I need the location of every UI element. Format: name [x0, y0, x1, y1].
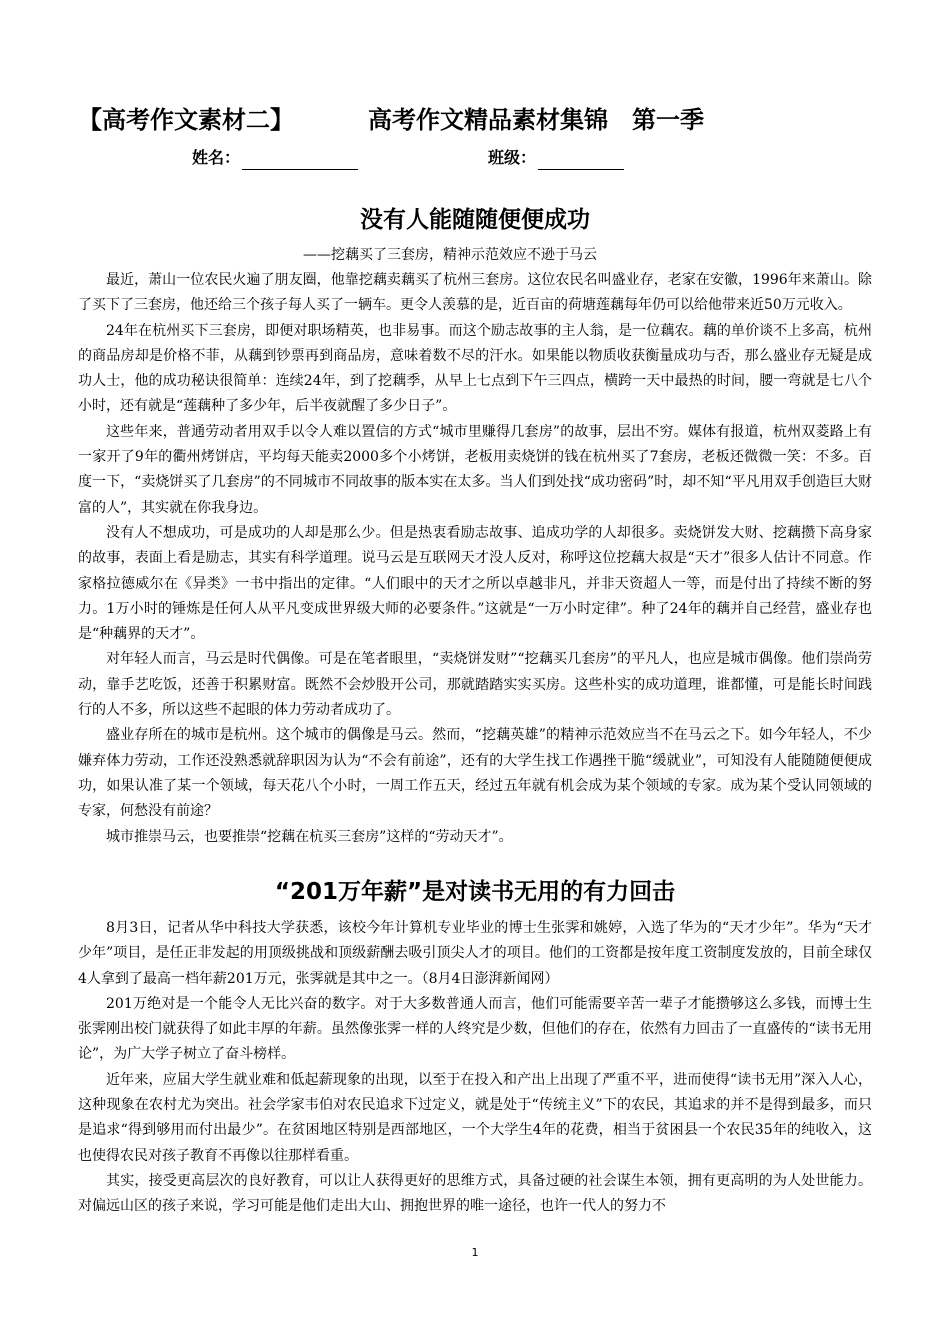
article-1-body	[78, 268, 872, 850]
page-number: 1	[471, 1246, 479, 1259]
paragraph: 其实，接受更高层次的良好教育，可以让人获得更好的思维方式，具备过硬的社会谋生本领，拥有更高明的为人处世能力。对偏远山区的孩子来说，学习可能是他们走出大山、拥抱世界的唯一途径，也许一代人的努力不	[78, 1172, 872, 1215]
paragraph: 201万绝对是一个能令人无比兴奋的数字。对于大多数普通人而言，他们可能需要辛苦一辈子才能攒够这么多钱，而博士生张霁刚出校门就获得了如此丰厚的年薪。虽然像张霁一样的人终究是少数，但他们的存在，依然有力回击了一直盛传的“读书无用论”，为广大学子树立了奋斗榜样。	[78, 995, 872, 1063]
article-1-title: 没有人能随随便便成功	[360, 207, 590, 233]
class-label: 班级：	[488, 148, 537, 167]
paragraph: 近年来，应届大学生就业难和低起薪现象的出现，以至于在投入和产出上出现了严重不平，进而使得“读书无用”深入人心，这种现象在农村尤为突出。社会学家韦伯对农民追求下过定义，就是处于“传统主义”下的农民，其追求的并不是得到最多，而只是追求“得到够用而付出最少”。在贫困地区特别是西部地区，一个大学生4年的花费，相当于贫困县一个农民35年的纯收入，这也使得农民对孩子教育不再像以往那样看重。	[78, 1071, 872, 1164]
article-2-body	[78, 916, 872, 1220]
class-blank[interactable]	[538, 151, 624, 170]
article-1-subtitle: ——挖藕买了三套房，精神示范效应不逊于马云	[303, 247, 597, 263]
paragraph: 城市推崇马云，也要推崇“挖藕在杭买三套房”这样的“劳动天才”。	[106, 828, 513, 845]
paragraph: 盛业存所在的城市是杭州。这个城市的偶像是马云。然而，“挖藕英雄”的精神示范效应当不在马云之下。如今年轻人，不少嫌弃体力劳动，工作还没熟悉就辞职因为认为“不会有前途”，还有的大学生找工作遇挫干脆“缓就业”，可知没有人能随随便便成功，如果认准了某一个领域，每天花八个小时，一周工作五天，经过五年就有机会成为某个领域的专家。成为某个受认同领域的专家，何愁没有前途？	[78, 727, 872, 820]
header-tag: 【高考作文素材二】	[78, 106, 294, 134]
paragraph: 最近，萧山一位农民火遍了朋友圈，他靠挖藕卖藕买了杭州三套房。这位农民名叫盛业存，老家在安徽，1996年来萧山。除了买下了三套房，他还给三个孩子每人买了一辆车。更令人羡慕的是，近百亩的荷塘莲藕每年仍可以给他带来近50万元收入。	[78, 272, 872, 314]
name-blank[interactable]	[242, 151, 358, 170]
article-2-title: “201万年薪”是对读书无用的有力回击	[274, 879, 676, 905]
paragraph: 8月3日，记者从华中科技大学获悉，该校今年计算机专业毕业的博士生张霁和姚婷，入选了华为的“天才少年”。华为“天才少年”项目，是任正非发起的用顶级挑战和顶级薪酬去吸引顶尖人才的项目。他们的工资都是按年度工资制度发放的，目前全球仅4人拿到了最高一档年薪201万元，张霁就是其中之一。（8月4日澎湃新闻网）	[78, 920, 872, 987]
paragraph: 没有人不想成功，可是成功的人却是那么少。但是热衷看励志故事、追成功学的人却很多。卖烧饼发大财、挖藕攒下高身家的故事，表面上看是励志，其实有科学道理。说马云是互联网天才没人反对，称呼这位挖藕大叔是“天才”很多人估计不同意。作家格拉德威尔在《异类》一书中指出的定律。“人们眼中的天才之所以卓越非凡，并非天资超人一等，而是付出了持续不断的努力。1万小时的锤炼是任何人从平凡变成世界级大师的必要条件。”这就是“一万小时定律”。种了24年的藕并自己经营，盛业存也是“种藕界的天才”。	[78, 524, 872, 643]
name-field[interactable]	[192, 146, 358, 170]
class-field[interactable]	[488, 146, 624, 170]
document-header	[78, 104, 878, 136]
paragraph: 24年在杭州买下三套房，即便对职场精英，也非易事。而这个励志故事的主人翁，是一位藕农。藕的单价谈不上多高，杭州的商品房却是价格不菲，从藕到钞票再到商品房，意味着数不尽的汗水。如果能以物质收获衡量成功与否，那么盛业存无疑是成功人士，他的成功秘诀很简单：连续24年，到了挖藕季，从早上七点到下午三四点，横跨一天中最热的时间，腰一弯就是七八个小时，还有就是“莲藕种了多少年，后半夜就醒了多少日子”。	[78, 322, 872, 415]
paragraph: 对年轻人而言，马云是时代偶像。可是在笔者眼里，“卖烧饼发财”“挖藕买几套房”的平凡人，也应是城市偶像。他们崇尚劳动，靠手艺吃饭，还善于积累财富。既然不会炒股开公司，那就踏踏实实买房。这些朴实的成功道理，谁都懂，可是能长时间践行的人不多，所以这些不起眼的体力劳动者成功了。	[78, 651, 872, 719]
series-title: 高考作文精品素材集锦 第一季	[368, 106, 704, 134]
paragraph: 这些年来，普通劳动者用双手以令人难以置信的方式“城市里赚得几套房”的故事，层出不穷。媒体有报道，杭州双菱路上有一家开了9年的衢州烤饼店，平均每天能卖2000多个小烤饼，老板用卖烧饼的钱在杭州买了7套房，老板还微微一笑：不多。百度一下，“卖烧饼买了几套房”的不同城市不同故事的版本实在太多。当人们到处找“成功密码”时，却不知“平凡用双手创造巨大财富的人”，其实就在你我身边。	[78, 423, 872, 516]
name-label: 姓名：	[192, 148, 241, 167]
